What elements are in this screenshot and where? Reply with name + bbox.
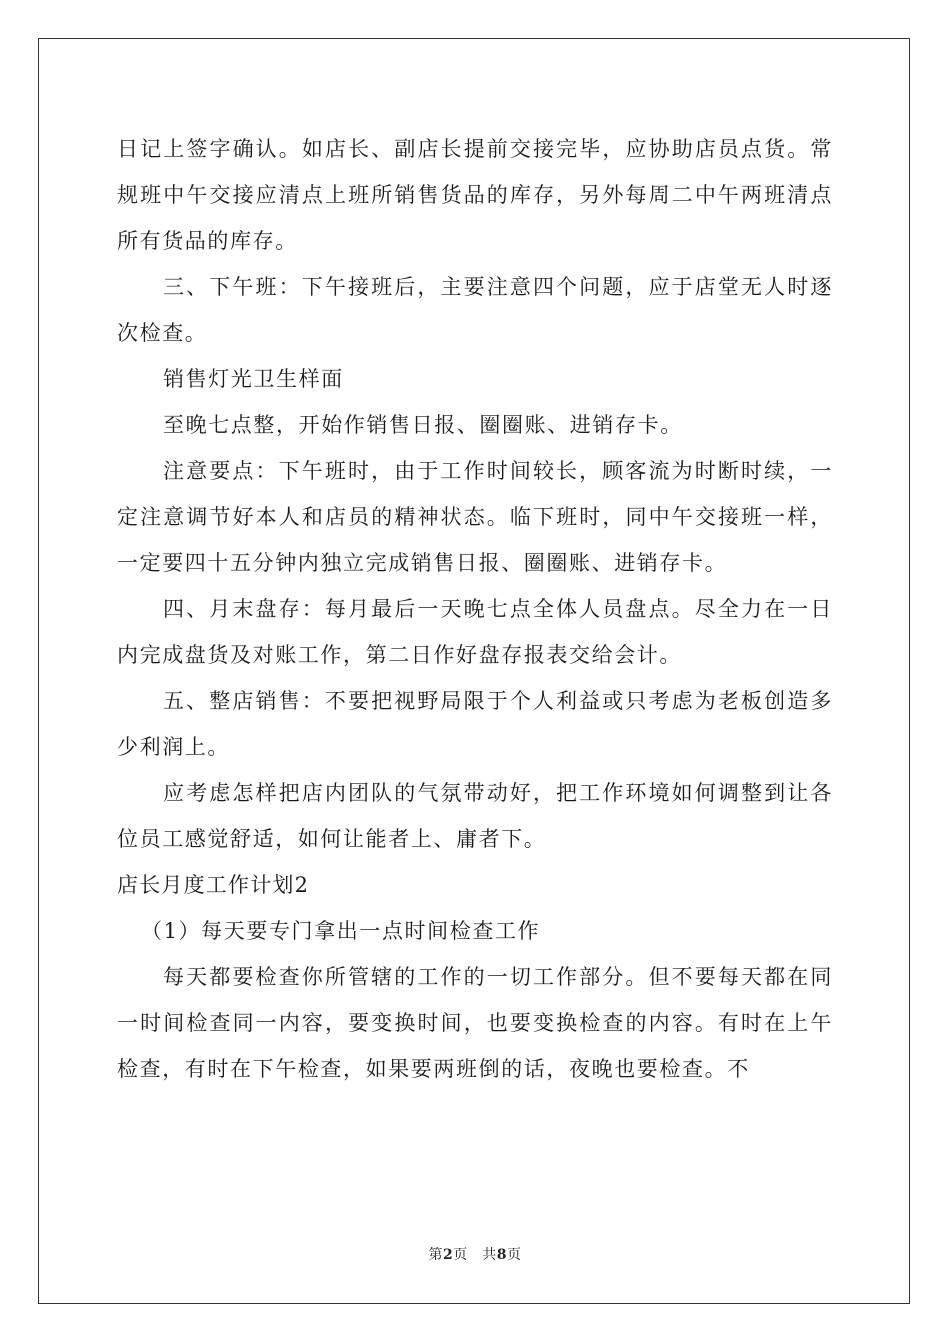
page-footer bbox=[0, 1244, 950, 1264]
paragraph-key-points: 注意要点：下午班时，由于工作时间较长，顾客流为时断时续，一定注意调节好本人和店员的精神状态。临下班时，同中午交接班一样，一定要四十五分钟内独立完成销售日报、圈圈账、进销存卡。 bbox=[117, 459, 833, 575]
section-title: 店长月度工作计划2 bbox=[117, 873, 310, 897]
document-body bbox=[117, 126, 833, 1092]
subsection-title: （1）每天要专门拿出一点时间检查工作 bbox=[141, 919, 541, 943]
paragraph-checklist-items: 销售灯光卫生样面 bbox=[163, 367, 344, 391]
paragraph-team-atmosphere: 应考虑怎样把店内团队的气氛带动好，把工作环境如何调整到让各位员工感觉舒适，如何让能者上、庸者下。 bbox=[117, 781, 833, 851]
paragraph-handover-continued: 日记上签字确认。如店长、副店长提前交接完毕，应协助店员点货。常规班中午交接应清点上班所销售货品的库存，另外每周二中午两班清点所有货品的库存。 bbox=[117, 137, 833, 253]
paragraph-store-sales: 五、整店销售：不要把视野局限于个人利益或只考虑为老板创造多少利润上。 bbox=[117, 689, 833, 759]
paragraph-evening-reports: 至晚七点整，开始作销售日报、圈圈账、进销存卡。 bbox=[163, 413, 683, 437]
paragraph-month-end-inventory: 四、月末盘存：每月最后一天晚七点全体人员盘点。尽全力在一日内完成盘货及对账工作，第二日作好盘存报表交给会计。 bbox=[117, 597, 833, 667]
footer-mid: 页 共 bbox=[453, 1247, 497, 1263]
total-pages: 8 bbox=[496, 1247, 507, 1263]
paragraph-afternoon-shift: 三、下午班：下午接班后，主要注意四个问题，应于店堂无人时逐次检查。 bbox=[117, 275, 833, 345]
footer-prefix: 第 bbox=[428, 1247, 443, 1263]
footer-suffix: 页 bbox=[507, 1247, 522, 1263]
page-number: 2 bbox=[443, 1247, 454, 1263]
paragraph-daily-inspection: 每天都要检查你所管辖的工作的一切工作部分。但不要每天都在同一时间检查同一内容，要变换时间，也要变换检查的内容。有时在上午检查，有时在下午检查，如果要两班倒的话，夜晚也要检查。不 bbox=[117, 965, 833, 1081]
